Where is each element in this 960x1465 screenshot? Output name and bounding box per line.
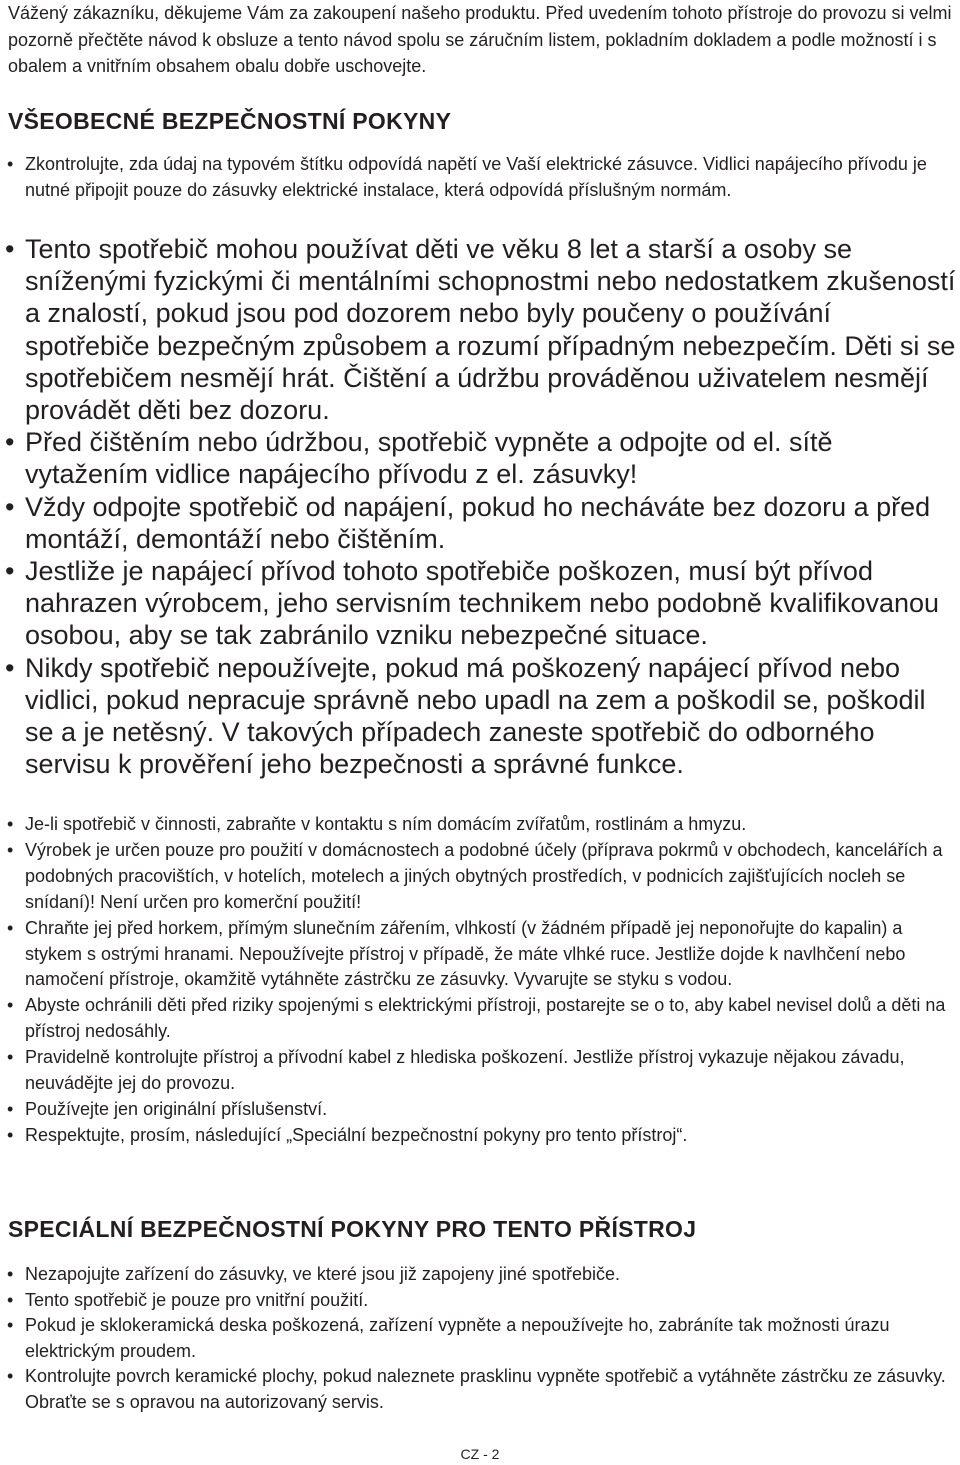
general-safety-heading: VŠEOBECNÉ BEZPEČNOSTNÍ POKYNY: [8, 108, 452, 134]
list-item: • Používejte jen originální příslušenství.: [0, 1097, 960, 1123]
list-item: • Vždy odpojte spotřebič od napájení, pokud ho necháváte bez dozoru a před montáží, demontáží nebo čištěním.: [0, 491, 960, 555]
general-safety-list-bottom: [0, 812, 960, 1149]
list-item: • Zkontrolujte, zda údaj na typovém štítku odpovídá napětí ve Vaší elektrické zásuvce. Vidlici napájecího přívodu je nutné připojit pouze do zásuvky elektrické instalace, která odpovídá příslušným normám.: [0, 152, 960, 203]
list-item: • Před čištěním nebo údržbou, spotřebič vypněte a odpojte od el. sítě vytažením vidlice napájecího přívodu z el. zásuvky!: [0, 426, 960, 490]
list-item: • Pravidelně kontrolujte přístroj a přívodní kabel z hlediska poškození. Jestliže přístroj vykazuje nějakou závadu, neuvádějte jej do provozu.: [0, 1045, 960, 1097]
list-item: • Nikdy spotřebič nepoužívejte, pokud má poškozený napájecí přívod nebo vidlici, pokud nepracuje správně nebo upadl na zem a poškodil se, poškodil se a je netěsný. V takových případech zaneste spotřebič do odborného servisu k prověření jeho bezpečnosti a správné funkce.: [0, 652, 960, 781]
list-item: • Respektujte, prosím, následující „Speciální bezpečnostní pokyny pro tento přístroj“.: [0, 1123, 960, 1149]
list-item: • Nezapojujte zařízení do zásuvky, ve které jsou již zapojeny jiné spotřebiče.: [0, 1262, 960, 1288]
list-item: • Jestliže je napájecí přívod tohoto spotřebiče poškozen, musí být přívod nahrazen výrobcem, jeho servisním technikem nebo podobně kvalifikovanou osobou, aby se tak zabránilo vzniku nebezpečné situace.: [0, 555, 960, 652]
list-item: • Tento spotřebič mohou používat děti ve věku 8 let a starší a osoby se sníženými fyzickými či mentálními schopnostmi nebo nedostatkem zkušeností a znalostí, pokud jsou pod dozorem nebo byly poučeny o používání spotřebiče bezpečným způsobem a rozumí případným nebezpečím. Děti si se spotřebičem nesmějí hrát. Čištění a údržbu prováděnou uživatelem nesmějí provádět děti bez dozoru.: [0, 233, 960, 426]
list-item: • Kontrolujte povrch keramické plochy, pokud naleznete prasklinu vypněte spotřebič a vytáhněte zástrčku ze zásuvky. Obraťte se s opravou na autorizovaný servis.: [0, 1364, 960, 1415]
list-item: • Chraňte jej před horkem, přímým slunečním zářením, vlhkostí (v žádném případě jej neponořujte do kapalin) a stykem s ostrými hranami. Nepoužívejte přístroj v případě, že máte vlhké ruce. Jestliže dojde k navlhčení nebo namočení přístroje, okamžitě vytáhněte zástrčku ze zásuvky. Vyvarujte se styku s vodou.: [0, 916, 960, 994]
list-item: • Je-li spotřebič v činnosti, zabraňte v kontaktu s ním domácím zvířatům, rostlinám a hmyzu.: [0, 812, 960, 838]
special-safety-list: [0, 1262, 960, 1415]
intro-paragraph: Vážený zákazníku, děkujeme Vám za zakoupení našeho produktu. Před uvedením tohoto přístroje do provozu si velmi pozorně přečtěte návod k obsluze a tento návod spolu se záručním listem, pokladním dokladem a podle možností i s obalem a vnitřním obsahem obalu dobře uschovejte.: [8, 3, 952, 77]
list-item: • Výrobek je určen pouze pro použití v domácnostech a podobné účely (příprava pokrmů v obchodech, kancelářích a podobných pracovištích, v hotelích, motelech a jiných obytných prostředích, v podnicích zajišťujících nocleh se snídaní)! Není určen pro komerční použití!: [0, 838, 960, 916]
list-item: • Tento spotřebič je pouze pro vnitřní použití.: [0, 1288, 960, 1314]
special-safety-heading: SPECIÁLNÍ BEZPEČNOSTNÍ POKYNY PRO TENTO PŘÍSTROJ: [8, 1216, 697, 1242]
list-item: • Abyste ochránili děti před riziky spojenými s elektrickými přístroji, postarejte se o to, aby kabel nevisel dolů a děti na přístroj nedosáhly.: [0, 993, 960, 1045]
page-number: CZ - 2: [460, 1446, 500, 1462]
general-safety-list-emphasized: [0, 233, 960, 780]
list-item: • Pokud je sklokeramická deska poškozená, zařízení vypněte a nepoužívejte ho, zabráníte tak možnosti úrazu elektrickým proudem.: [0, 1313, 960, 1364]
general-safety-list-top: [0, 152, 960, 203]
